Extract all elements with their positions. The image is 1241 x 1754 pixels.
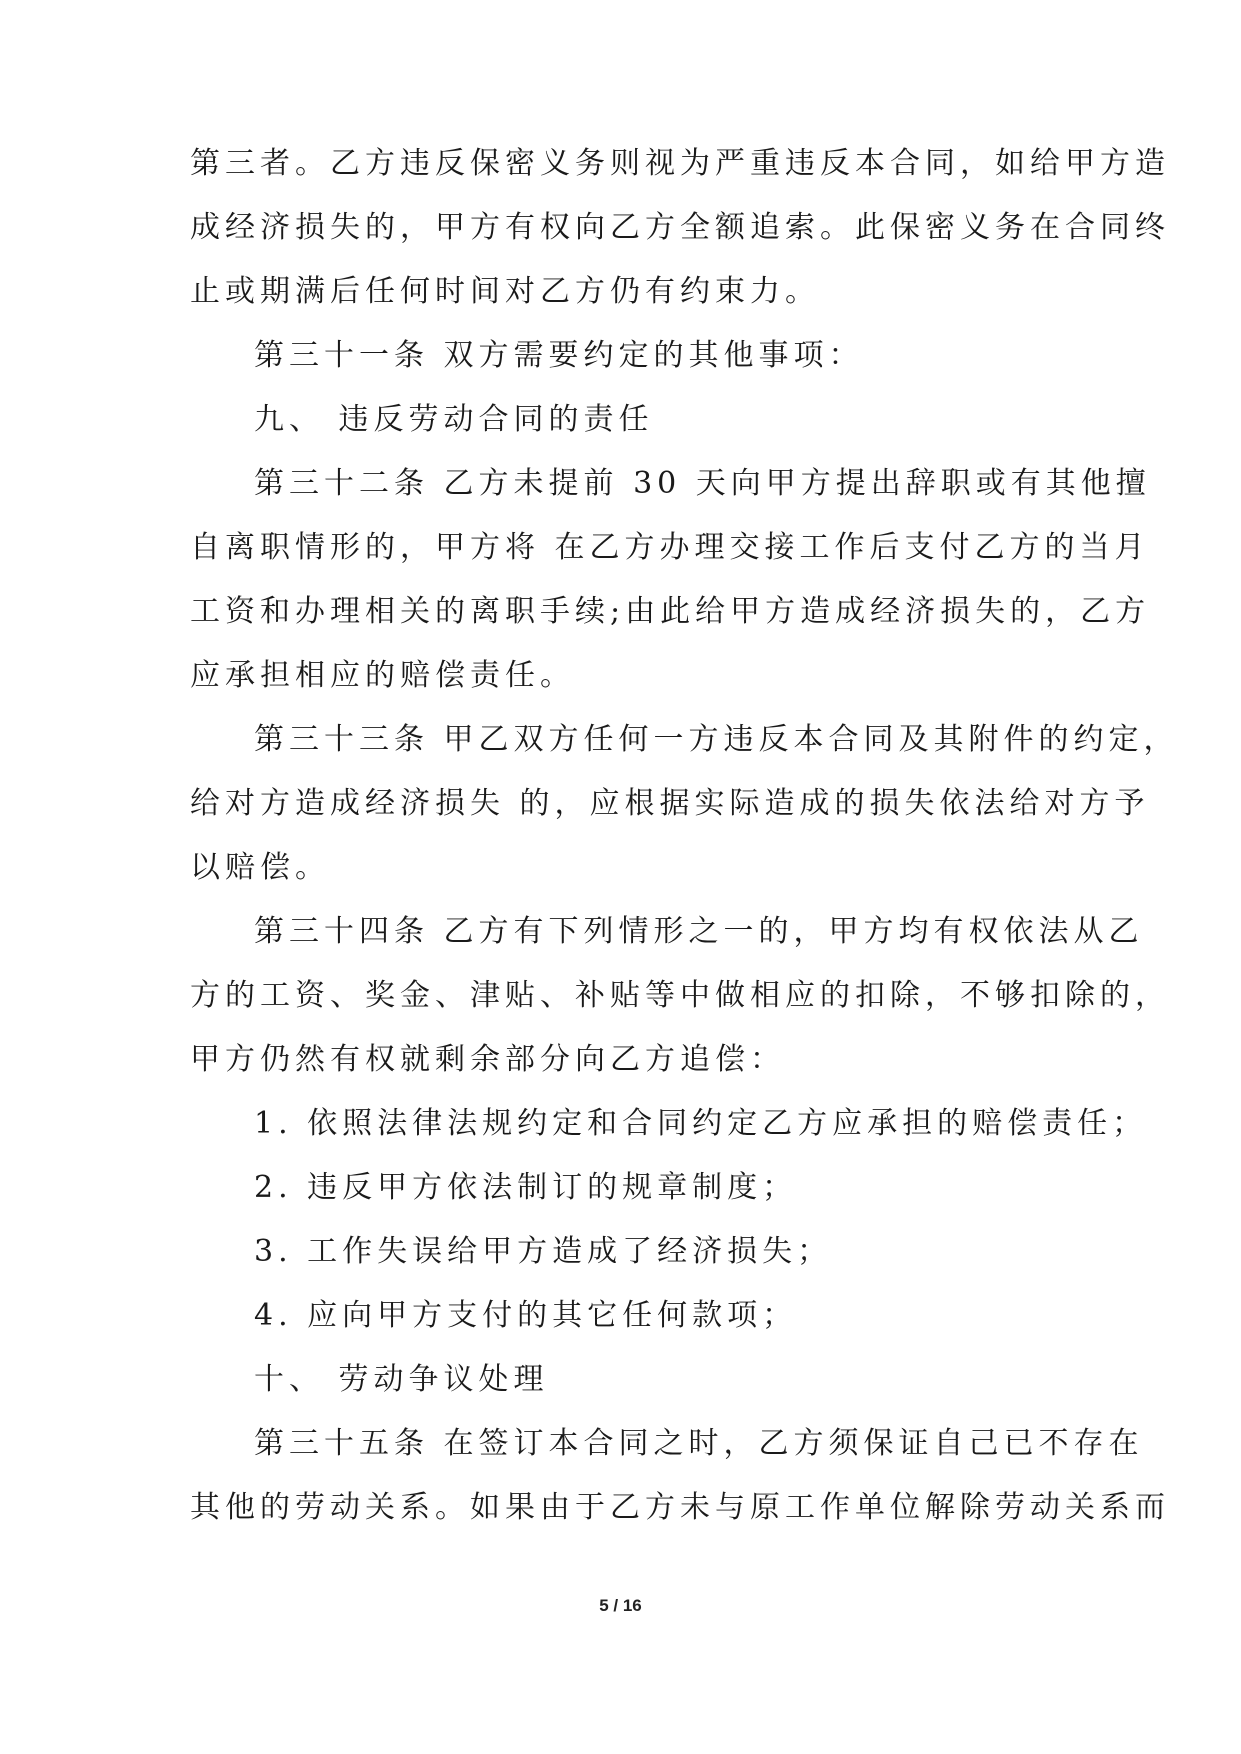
section-9-heading: 九、 违反劳动合同的责任 bbox=[254, 402, 654, 437]
text-line: 方的工资、奖金、津贴、补贴等中做相应的扣除，不够扣除的， bbox=[190, 978, 1170, 1013]
list-item: 1. 依照法律法规约定和合同约定乙方应承担的赔偿责任； bbox=[254, 1106, 1148, 1141]
article-35-heading: 第三十五条 在签订本合同之时，乙方须保证自己已不存在 bbox=[254, 1426, 1144, 1461]
text-line: 甲方仍然有权就剩余部分向乙方追偿： bbox=[190, 1042, 785, 1077]
section-10-heading: 十、 劳动争议处理 bbox=[254, 1362, 549, 1397]
list-item: 4. 应向甲方支付的其它任何款项； bbox=[254, 1298, 798, 1333]
text-line: 第三者。乙方违反保密义务则视为严重违反本合同，如给甲方造 bbox=[190, 146, 1170, 181]
text-line: 应承担相应的赔偿责任。 bbox=[190, 658, 575, 693]
text-line: 自离职情形的，甲方将 在乙方办理交接工作后支付乙方的当月 bbox=[190, 530, 1150, 565]
list-item: 2. 违反甲方依法制订的规章制度； bbox=[254, 1170, 798, 1205]
text-line: 其他的劳动关系。如果由于乙方未与原工作单位解除劳动关系而 bbox=[190, 1490, 1170, 1525]
article-34-heading: 第三十四条 乙方有下列情形之一的，甲方均有权依法从乙 bbox=[254, 914, 1144, 949]
text-line: 止或期满后任何时间对乙方仍有约束力。 bbox=[190, 274, 820, 309]
article-31-heading: 第三十一条 双方需要约定的其他事项： bbox=[254, 338, 864, 373]
text-line: 工资和办理相关的离职手续;由此给甲方造成经济损失的，乙方 bbox=[190, 594, 1151, 629]
text-line: 以赔偿。 bbox=[190, 850, 330, 885]
article-32-heading: 第三十二条 乙方未提前 30 天向甲方提出辞职或有其他擅 bbox=[254, 466, 1151, 501]
list-item: 3. 工作失误给甲方造成了经济损失； bbox=[254, 1234, 833, 1269]
page-number: 5 / 16 bbox=[599, 1596, 642, 1615]
text-line: 成经济损失的，甲方有权向乙方全额追索。此保密义务在合同终 bbox=[190, 210, 1170, 245]
text-line: 给对方造成经济损失 的，应根据实际造成的损失依法给对方予 bbox=[190, 786, 1150, 821]
article-33-heading: 第三十三条 甲乙双方任何一方违反本合同及其附件的约定， bbox=[254, 722, 1179, 757]
